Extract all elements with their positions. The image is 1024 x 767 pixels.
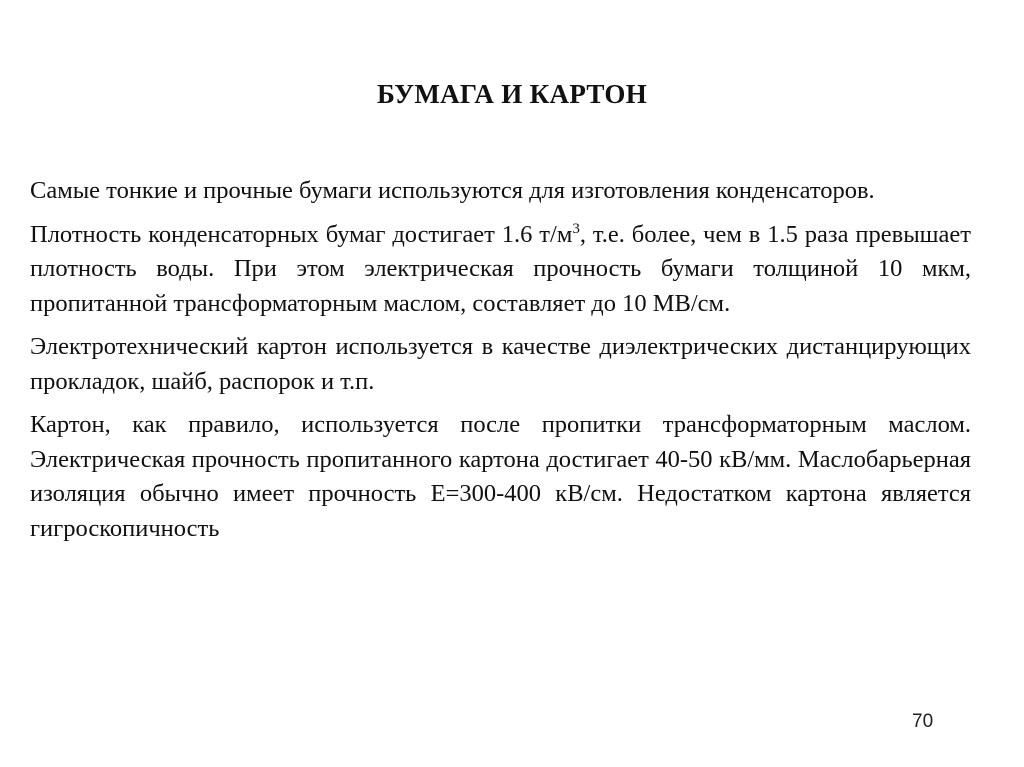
superscript-exponent: 3 xyxy=(572,220,580,237)
page-number: 70 xyxy=(912,711,934,732)
slide-title: БУМАГА И КАРТОН xyxy=(377,79,647,109)
paragraph-electrical-cardboard: Электротехнический картон используется в качестве диэлектрических дистанцирующих прокладок, шайб, распорок и т.п. xyxy=(30,333,971,395)
paragraph-capacitor-paper: Самые тонкие и прочные бумаги используются для изготовления конденсаторов. xyxy=(30,177,875,204)
paragraph-paper-density xyxy=(30,218,971,322)
paragraph-cardboard-strength: Картон, как правило, используется после пропитки трансформаторным маслом. Электрическая прочность пропитанного картона достигает 40-50 кВ/мм. Маслобарьерная изоляция обычно имеет прочность Е=300-400 кВ/см. Недостатком картона является гигроскопичность xyxy=(30,411,971,542)
density-text-start: Плотность конденсаторных бумаг достигает 1.6 т/м xyxy=(30,220,573,248)
slide-body xyxy=(30,174,971,555)
density-text-end: , т.е. более, чем в 1.5 раза превышает плотность воды. При этом электрическая прочность бумаги толщиной 10 мкм, пропитанной трансформаторным маслом, составляет до 10 МВ/см. xyxy=(30,220,971,317)
